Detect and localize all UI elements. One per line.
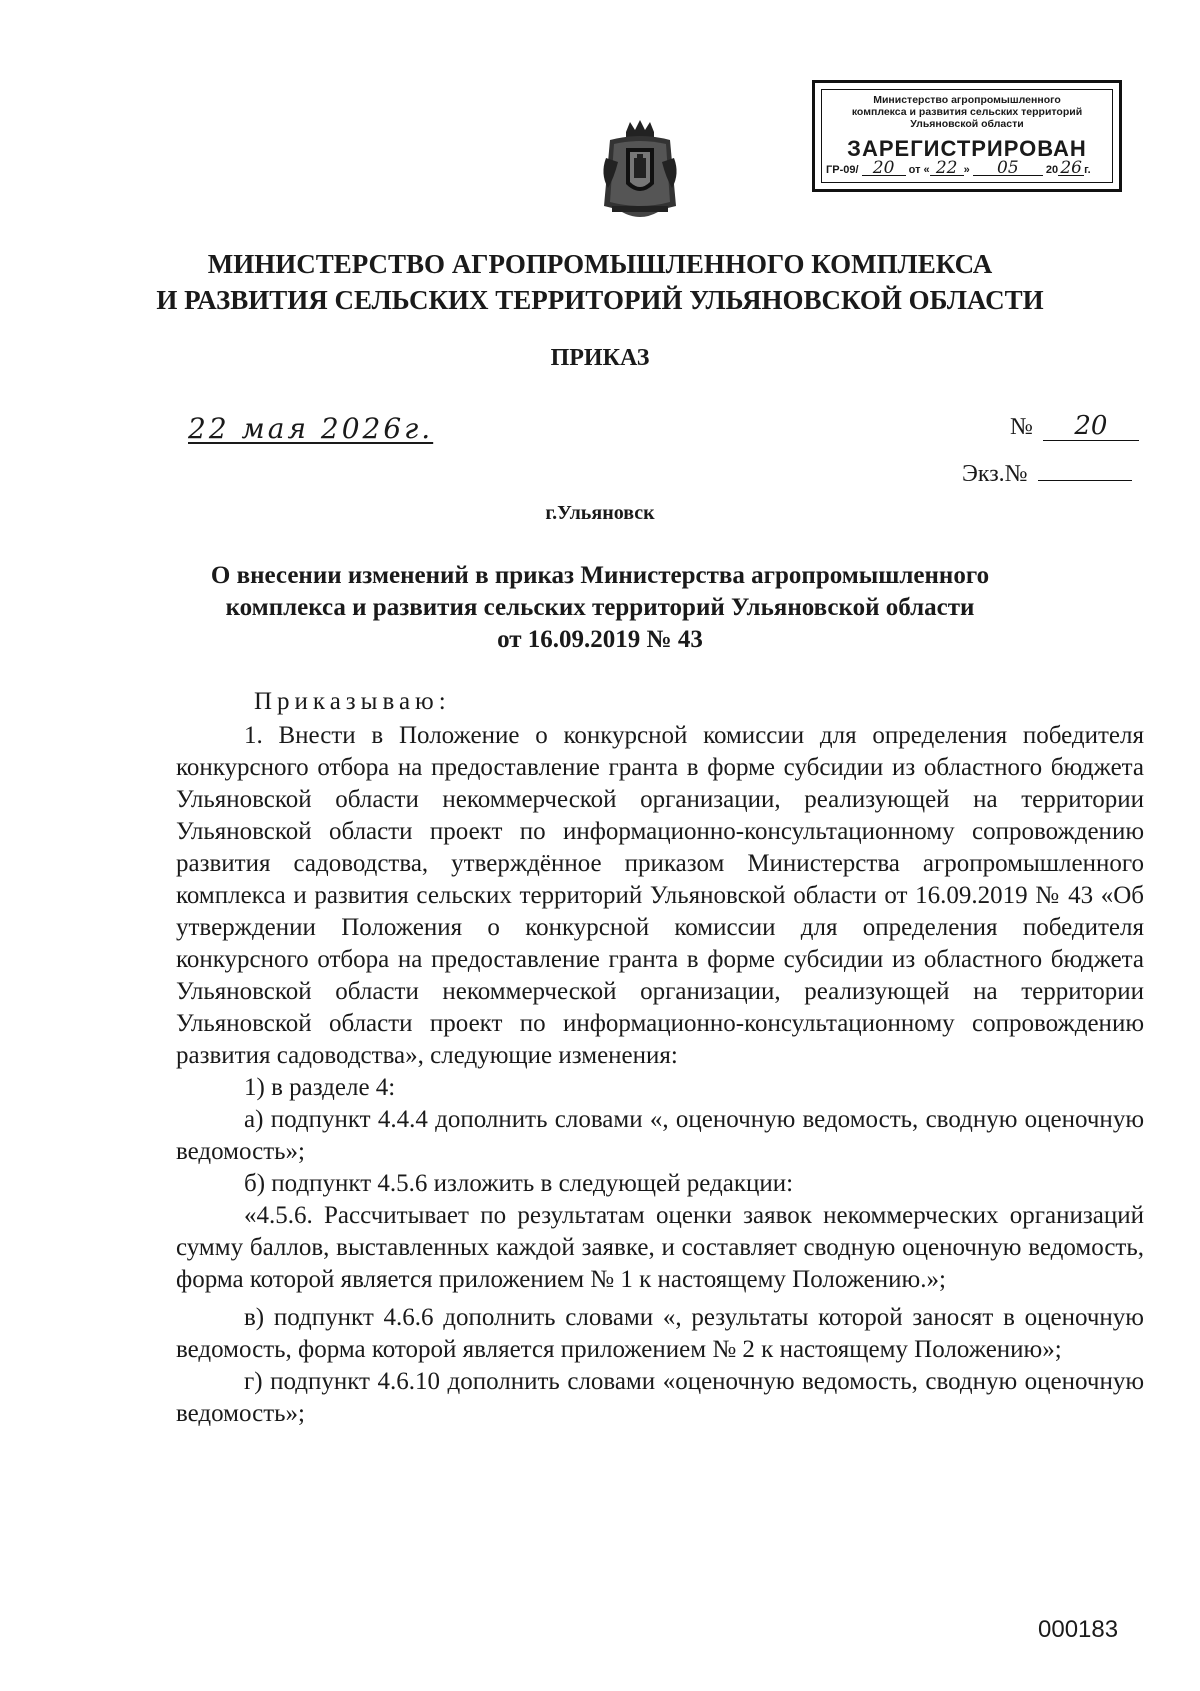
order-word: Приказываю:	[254, 688, 451, 715]
handwritten-date: 22 мая 2026г.	[188, 412, 434, 445]
order-body	[176, 686, 1144, 1430]
stamp-month: 05	[973, 161, 1043, 176]
stamp-year-prefix: 20	[1045, 164, 1059, 176]
stamp-prefix: ГР-09/	[826, 164, 859, 176]
order-number-label: №	[1010, 414, 1033, 440]
stamp-org-name	[822, 94, 1112, 130]
ministry-title-line-2: И РАЗВИТИЯ СЕЛЬСКИХ ТЕРРИТОРИЙ УЛЬЯНОВСКОЙ ОБЛАСТИ	[156, 285, 1044, 315]
stamp-year-end: г.	[1084, 164, 1091, 176]
subject-line-2: комплекса и развития сельских территорий Ульяновской области	[225, 594, 975, 621]
order-subject	[150, 560, 1050, 656]
stamp-inner-border	[821, 89, 1113, 183]
paragraph-quote-4-5-6: «4.5.6. Рассчитывает по результатам оценки заявок некоммерческих организаций сумму баллов, выставленных каждой заявке, и составляет сводную оценочную ведомость, форма которой является приложением № 1 к настоящему Положению.»;	[176, 1202, 1144, 1293]
stamp-registration-line	[826, 158, 1108, 178]
stamp-org-line-1: Министерство агропромышленного	[873, 94, 1061, 106]
document-type: ПРИКАЗ	[550, 345, 650, 371]
page-code: 000183	[1038, 1616, 1119, 1643]
copy-number-blank	[1038, 458, 1132, 481]
order-number-value: 20	[1043, 412, 1139, 441]
stamp-org-line-3: Ульяновской области	[910, 118, 1024, 130]
order-number-row	[1010, 412, 1139, 441]
subject-line-3: от 16.09.2019 № 43	[497, 626, 703, 653]
paragraph-subitem-v: в) подпункт 4.6.6 дополнить словами «, результаты которой заносят в оценочную ведомость, форма которой является приложением № 2 к настоящему Положению»;	[176, 1304, 1144, 1363]
stamp-status: ЗАРЕГИСТРИРОВАН	[847, 136, 1087, 161]
paragraph-subitem-b: б) подпункт 4.5.6 изложить в следующей редакции:	[244, 1170, 794, 1197]
ministry-title-line-1: МИНИСТЕРСТВО АГРОПРОМЫШЛЕННОГО КОМПЛЕКСА	[207, 249, 993, 279]
paragraph-1: 1. Внести в Положение о конкурсной комиссии для определения победителя конкурсного отбора на предоставление гранта в форме субсидии из областного бюджета Ульяновской области некоммерческой организации, реализующей на территории Ульяновской области проект по информационно-консультационному сопровождению развития садоводства, утверждённое приказом Министерства агропромышленного комплекса и развития сельских территорий Ульяновской области от 16.09.2019 № 43 «Об утверждении Положения о конкурсной комиссии для определения победителя конкурсного отбора на предоставление гранта в форме субсидии из областного бюджета Ульяновской области некоммерческой организации, реализующей на территории Ульяновской области проект по информационно-консультационному сопровождению развития садоводства», следующие изменения:	[176, 722, 1144, 1069]
coat-of-arms-emblem	[596, 118, 684, 222]
paragraph-section-4: 1) в разделе 4:	[244, 1074, 396, 1101]
ministry-title	[100, 246, 1100, 318]
stamp-reg-number: 20	[862, 161, 906, 176]
subject-line-1: О внесении изменений в приказ Министерства агропромышленного	[210, 562, 990, 589]
stamp-from-label: от «	[908, 164, 930, 176]
copy-number-label: Экз.№	[962, 461, 1028, 487]
copy-number-row	[962, 458, 1132, 488]
paragraph-subitem-g: г) подпункт 4.6.10 дополнить словами «оценочную ведомость, сводную оценочную ведомость»;	[176, 1368, 1144, 1427]
stamp-day-close: »	[963, 164, 970, 176]
stamp-day: 22	[930, 161, 964, 176]
stamp-year-suffix: 26	[1058, 161, 1084, 176]
paragraph-subitem-a: а) подпункт 4.4.4 дополнить словами «, оценочную ведомость, сводную оценочную ведомость»;	[176, 1106, 1144, 1165]
city-name: г.Ульяновск	[545, 502, 655, 524]
stamp-org-line-2: комплекса и развития сельских территорий	[851, 106, 1083, 118]
registration-stamp	[812, 80, 1122, 192]
